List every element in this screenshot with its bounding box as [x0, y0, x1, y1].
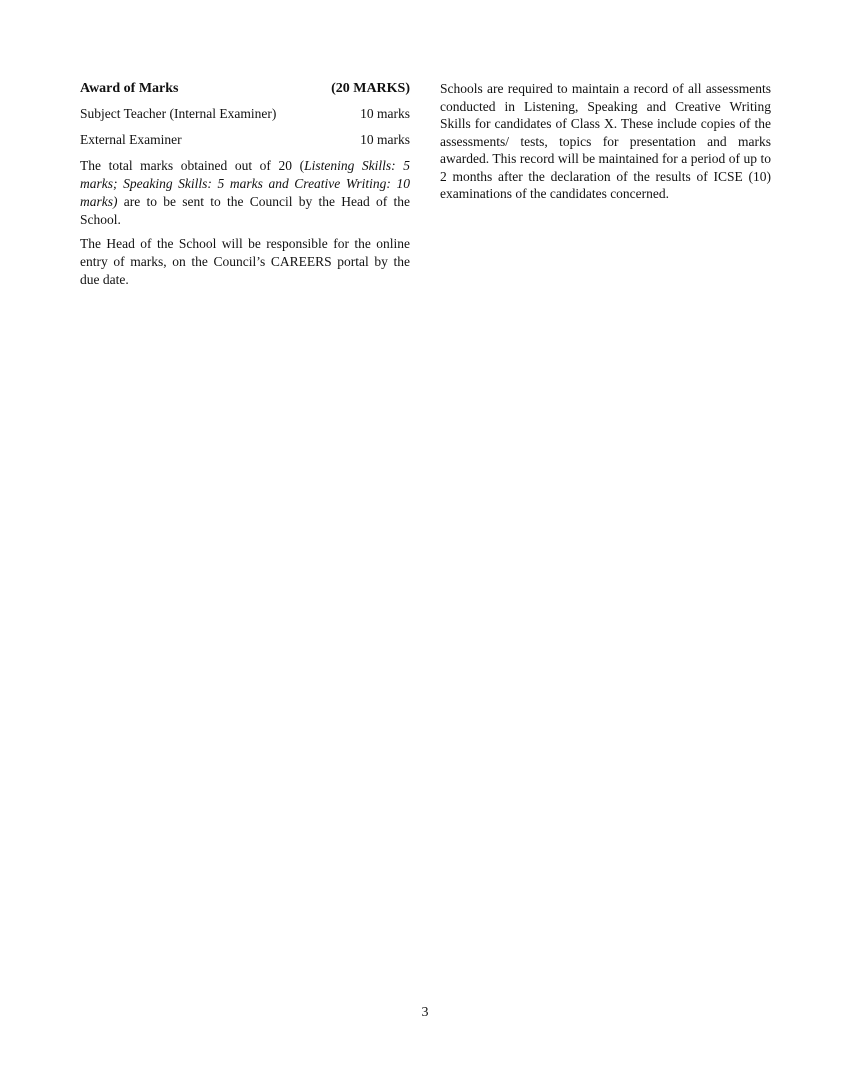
internal-examiner-row [80, 105, 410, 123]
award-heading-title: Award of Marks [80, 81, 179, 96]
page-number: 3 [421, 1005, 429, 1020]
total-marks-paragraph [80, 157, 410, 229]
records-paragraph: Schools are required to maintain a record of all assessments conducted in Listening, Speaking and Creative Writing Skills for candidates of Class X. These include copies of the assessments/ tests, topics for presentation and marks awarded. This record will be maintained for a period of up to 2 months after the declaration of the results of ICSE (10) examinations of the candidates concerned. [440, 81, 771, 201]
external-examiner-label: External Examiner [80, 132, 182, 147]
total-marks-breakdown: Listening Skills: 5 marks; Speaking Skills: 5 marks and Creative Writing: 10 marks) [80, 158, 411, 209]
head-of-school-paragraph: The Head of the School will be responsible for the online entry of marks, on the Council’s CAREERS portal by the due date. [80, 236, 410, 287]
internal-examiner-label: Subject Teacher (Internal Examiner) [80, 106, 277, 121]
total-marks-lead: The total marks obtained out of 20 ( [80, 158, 305, 173]
internal-examiner-marks: 10 marks [360, 106, 410, 121]
external-examiner-row [80, 131, 410, 149]
award-of-marks-heading [80, 80, 410, 98]
external-examiner-marks: 10 marks [360, 132, 410, 147]
left-column [80, 80, 410, 295]
award-heading-total: (20 MARKS) [331, 81, 410, 96]
right-column [440, 80, 771, 203]
total-marks-tail: are to be sent to the Council by the Head of the School. [80, 194, 410, 227]
